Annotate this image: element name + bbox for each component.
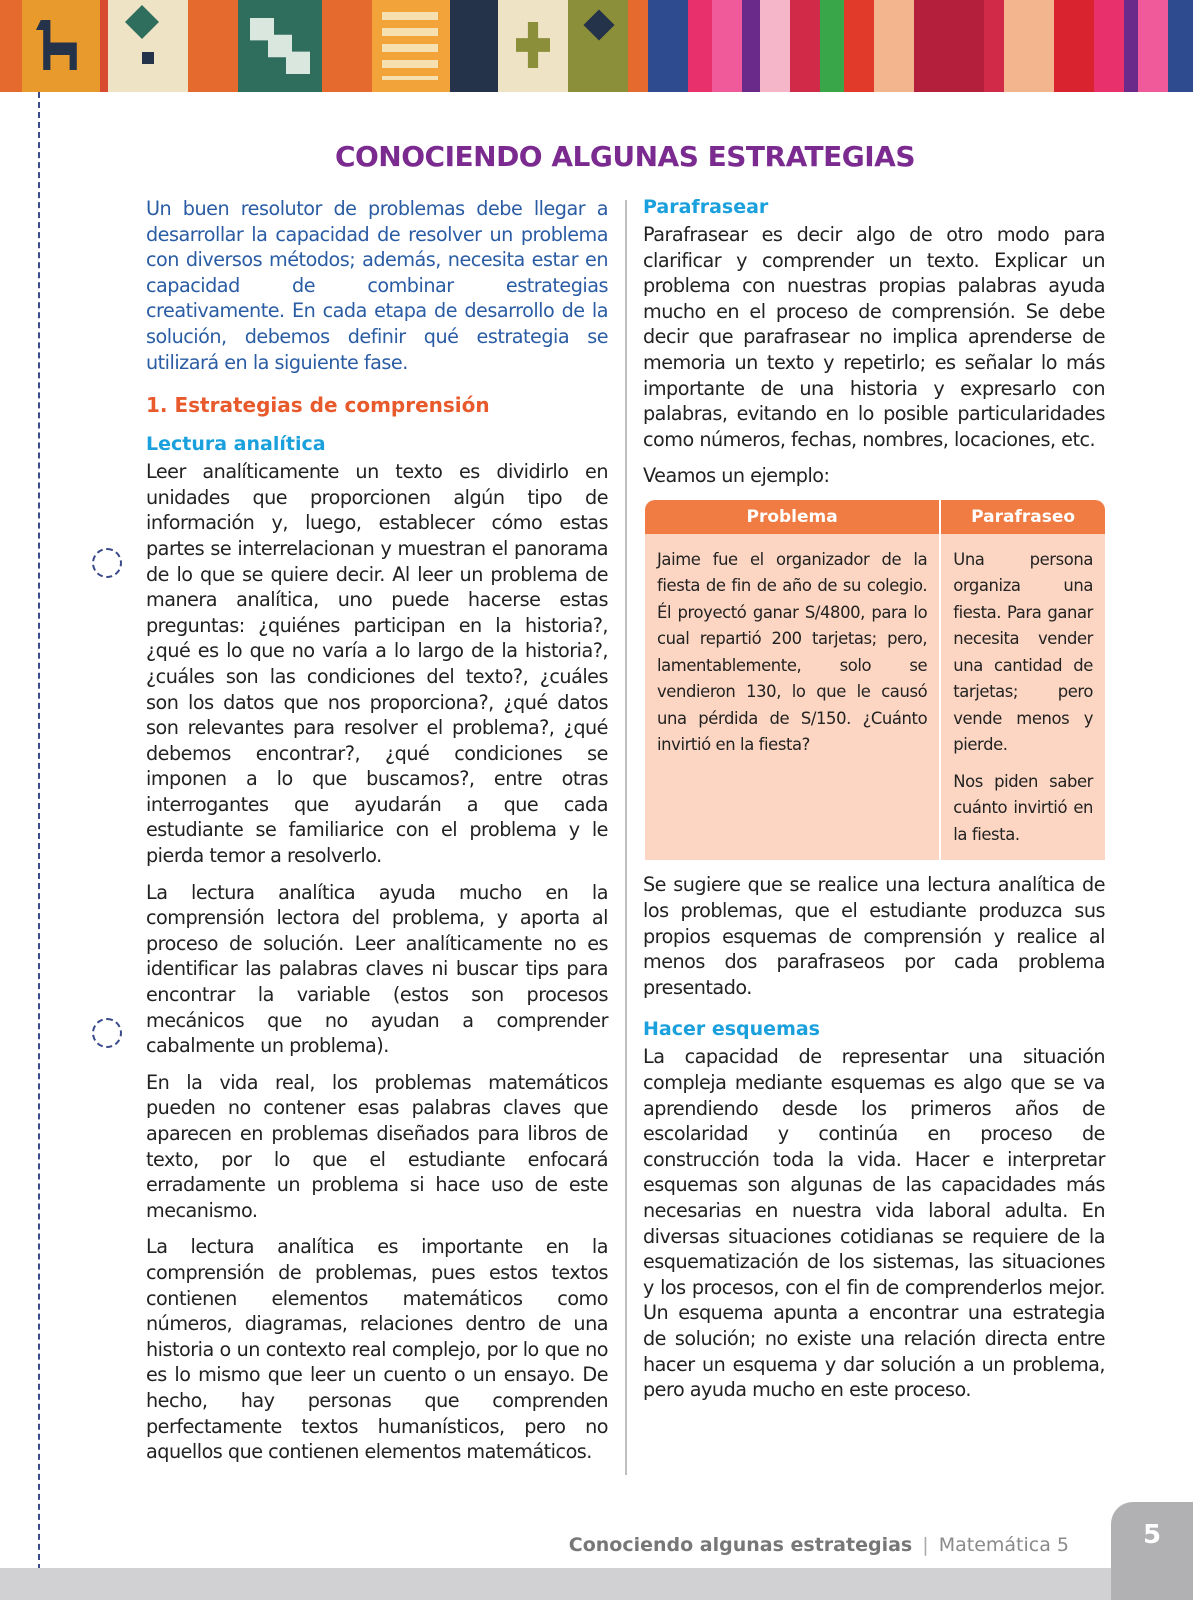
page-title: CONOCIENDO ALGUNAS ESTRATEGIAS — [334, 140, 916, 173]
table-header-problema: Problema — [645, 500, 941, 534]
body-paragraph: La lectura analítica ayuda mucho en la comprensión lectora del problema, y aporta al proceso de solución. Leer analíticamente no es identificar las palabras claves ni buscar tips para encontrar la variable (estos son procesos mecánicos que no ayudan a comprender cabalmente un problema). — [146, 880, 608, 1058]
subheading-parafrasear: Parafrasear — [643, 196, 769, 218]
left-column — [146, 196, 608, 1476]
diamond-motif-icon — [583, 9, 614, 40]
footer-strip — [0, 1568, 1193, 1600]
column-divider — [625, 200, 627, 1475]
right-column — [643, 196, 1105, 1414]
page-number: 5 — [1142, 1520, 1162, 1550]
example-intro: Veamos un ejemplo: — [643, 464, 830, 488]
subheading-lectura-analitica: Lectura analítica — [146, 433, 326, 456]
paraphrase-table — [645, 500, 1105, 861]
table-cell-problema — [645, 534, 941, 861]
body-paragraph: Se sugiere que se realice una lectura analítica de los problemas, que el estudiante produzca sus propios esquemas de comprensión y realice al menos dos parafraseos por cada problema presentado. — [643, 873, 1105, 999]
zigzag-motif-icon — [250, 18, 310, 74]
punch-hole-icon — [92, 548, 122, 578]
parafraseo-text: Una persona organiza una fiesta. Para ganar necesita vender una cantidad de tarjetas; pero vende menos y pierde. — [953, 549, 1093, 755]
body-paragraph: Leer analíticamente un texto es dividirlo en unidades que proporcionen algún tipo de información y, luego, establecer cómo estas partes se interrelacionan y muestran el panorama de lo que se quiere decir. Al leer un problema de manera analítica, uno puede hacerse estas preguntas: ¿quiénes participan en la historia?, ¿qué es lo que no varía a lo largo de la historia?, ¿cuáles son las condiciones del texto?, ¿cuáles son los datos que nos proporciona?, ¿qué datos son relevantes para resolver el problema?, ¿qué debemos encontrar?, ¿qué condiciones se imponen a lo que buscamos?, entre otras interrogantes que ayudarán a que cada estudiante se familiarice con el problema y le pierda temor a resolverlo. — [146, 460, 608, 868]
footer-separator: | — [922, 1534, 929, 1556]
footer-book: Matemática 5 — [938, 1534, 1069, 1556]
cross-motif-icon — [516, 22, 550, 68]
llama-motif-icon — [36, 20, 84, 70]
page-number-tab — [1111, 1502, 1193, 1600]
parafraseo-question: Nos piden saber cuánto invirtió en la fiesta. — [953, 771, 1093, 844]
footer-section: Conociendo algunas estrategias — [568, 1534, 913, 1556]
problema-text: Jaime fue el organizador de la fiesta de fin de año de su colegio. Él proyectó ganar S/4800, para lo cual repartió 200 tarjetas; pero, lamentablemente, solo se vendieron 130, lo que le causó una pérdida de S/150. ¿Cuánto invirtió en la fiesta? — [657, 549, 928, 755]
body-paragraph: Parafrasear es decir algo de otro modo para clarificar y comprender un texto. Explicar un problema con nuestras propias palabras ayuda mucho en el proceso de comprensión. Se debe decir que parafrasear no implica aprenderse de memoria un texto y repetirlo; es señalar lo más importante de una historia y expresarlo con palabras, evitando en lo posible particularidades como números, fechas, nombres, locaciones, etc. — [643, 223, 1105, 451]
table-header-parafraseo: Parafraseo — [941, 500, 1105, 534]
textile-banner — [0, 0, 1193, 92]
diamond-motif-icon — [125, 5, 159, 39]
punch-hole-icon — [92, 1018, 122, 1048]
section-heading: 1. Estrategias de comprensión — [146, 393, 490, 418]
running-footer — [569, 1534, 1069, 1556]
body-paragraph: La lectura analítica es importante en la comprensión de problemas, pues estos textos contienen elementos matemáticos como números, diagramas, relaciones dentro de una historia o un contexto real complejo, por lo que no es lo mismo que leer un cuento o un ensayo. De hecho, hay personas que comprenden perfectamente textos humanísticos, pero no aquellos que contienen elementos matemáticos. — [146, 1235, 608, 1464]
stripe-motif-icon — [382, 12, 438, 80]
subheading-hacer-esquemas: Hacer esquemas — [643, 1018, 820, 1041]
table-row — [645, 534, 1105, 861]
binding-line — [38, 92, 40, 1600]
body-paragraph: La capacidad de representar una situación compleja mediante esquemas es algo que se va aprendiendo desde los primeros años de escolaridad y continúa en proceso de construcción toda la vida. Hacer e interpretar esquemas son algunas de las capacidades más necesarias en nuestra vida laboral adulta. En diversas situaciones cotidianas se requiere de la esquematización de los sistemas, las situaciones y los procesos, con el fin de comprenderlos mejor. Un esquema apunta a encontrar una estrategia de solución; no existe una relación directa entre hacer un esquema y dar solución a un problema, pero ayuda mucho en este proceso. — [643, 1045, 1105, 1402]
body-paragraph: En la vida real, los problemas matemáticos pueden no contener esas palabras claves que aparecen en problemas diseñados para libros de texto, por lo que el estudiante enfocará erradamente un problema si hace uso de este mecanismo. — [146, 1070, 608, 1222]
intro-paragraph: Un buen resolutor de problemas debe llegar a desarrollar la capacidad de resolver un problema con diversos métodos; además, necesita estar en capacidad de combinar estrategias creativamente. En cada etapa de desarrollo de la solución, debemos definir qué estrategia se utilizará en la siguiente fase. — [146, 197, 608, 374]
table-cell-parafraseo — [941, 534, 1105, 861]
